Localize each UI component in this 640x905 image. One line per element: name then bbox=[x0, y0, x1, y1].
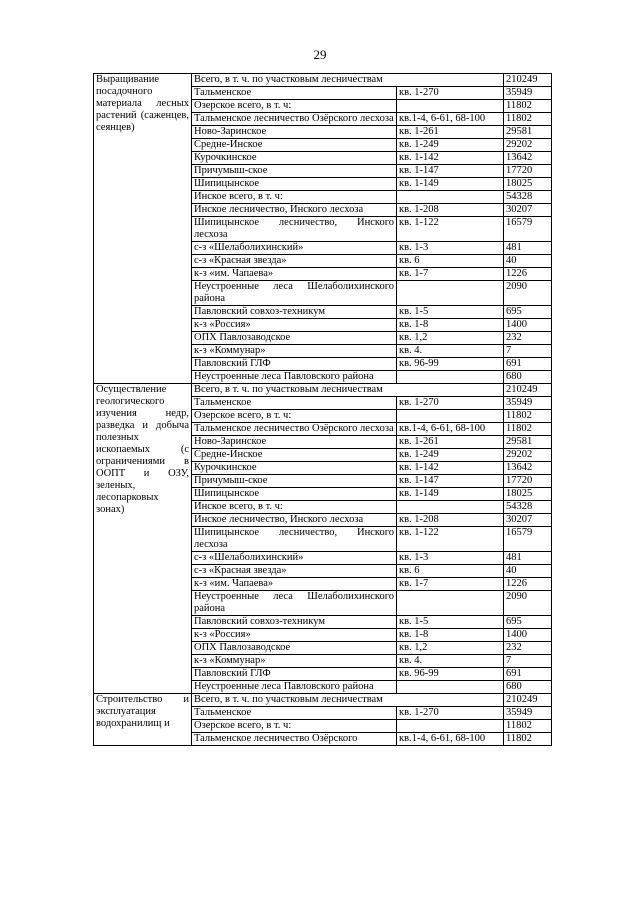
quarters bbox=[397, 501, 504, 514]
forestry-name: Павловский ГЛФ bbox=[192, 358, 397, 371]
area-value: 11802 bbox=[504, 720, 552, 733]
total-value: 210249 bbox=[504, 74, 552, 87]
area-value: 11802 bbox=[504, 410, 552, 423]
quarters: кв. 4. bbox=[397, 655, 504, 668]
forestry-name: Неустроенные леса Павловского района bbox=[192, 371, 397, 384]
area-value: 35949 bbox=[504, 397, 552, 410]
quarters: кв. 1-122 bbox=[397, 217, 504, 242]
quarters bbox=[397, 371, 504, 384]
area-value: 29581 bbox=[504, 126, 552, 139]
quarters: кв. 1-208 bbox=[397, 204, 504, 217]
quarters: кв. 1-3 bbox=[397, 242, 504, 255]
quarters: кв. 1,2 bbox=[397, 642, 504, 655]
area-value: 54328 bbox=[504, 191, 552, 204]
quarters: кв. 1-8 bbox=[397, 629, 504, 642]
area-value: 29202 bbox=[504, 139, 552, 152]
forestry-name: Причумыш-ское bbox=[192, 165, 397, 178]
area-value: 11802 bbox=[504, 113, 552, 126]
area-value: 695 bbox=[504, 306, 552, 319]
area-value: 13642 bbox=[504, 152, 552, 165]
area-value: 232 bbox=[504, 332, 552, 345]
quarters: кв. 1-7 bbox=[397, 578, 504, 591]
area-value: 40 bbox=[504, 565, 552, 578]
quarters: кв. 1-149 bbox=[397, 178, 504, 191]
forestry-name: ОПХ Павлозаводское bbox=[192, 332, 397, 345]
quarters bbox=[397, 720, 504, 733]
forestry-name: к-з «им. Чапаева» bbox=[192, 268, 397, 281]
quarters bbox=[397, 100, 504, 113]
forestry-name: с-з «Красная звезда» bbox=[192, 255, 397, 268]
area-value: 30207 bbox=[504, 204, 552, 217]
area-value: 2090 bbox=[504, 591, 552, 616]
quarters: кв. 1-122 bbox=[397, 527, 504, 552]
forestry-name: к-з «им. Чапаева» bbox=[192, 578, 397, 591]
page-number: 29 bbox=[313, 47, 327, 62]
forestry-name: Тальменское лесничество Озёрского лесхоза bbox=[192, 423, 397, 436]
area-value: 481 bbox=[504, 552, 552, 565]
quarters: кв. 1-5 bbox=[397, 616, 504, 629]
quarters: кв. 1-208 bbox=[397, 514, 504, 527]
total-value: 210249 bbox=[504, 694, 552, 707]
quarters: кв. 1-5 bbox=[397, 306, 504, 319]
quarters: кв. 1-270 bbox=[397, 87, 504, 100]
quarters: кв. 1-142 bbox=[397, 462, 504, 475]
quarters bbox=[397, 410, 504, 423]
area-value: 232 bbox=[504, 642, 552, 655]
quarters: кв. 96-99 bbox=[397, 668, 504, 681]
quarters: кв. 4. bbox=[397, 345, 504, 358]
forestry-name: Шипицынское bbox=[192, 178, 397, 191]
forestry-name: Озерское всего, в т. ч: bbox=[192, 410, 397, 423]
forestry-name: Тальменское лесничество Озёрского лесхоза bbox=[192, 113, 397, 126]
area-value: 2090 bbox=[504, 281, 552, 306]
area-value: 17720 bbox=[504, 165, 552, 178]
area-value: 35949 bbox=[504, 87, 552, 100]
forestry-name: Павловский совхоз-техникум bbox=[192, 306, 397, 319]
area-value: 481 bbox=[504, 242, 552, 255]
quarters: кв. 1-270 bbox=[397, 397, 504, 410]
forestry-name: к-з «Коммунар» bbox=[192, 655, 397, 668]
forestry-name: ОПХ Павлозаводское bbox=[192, 642, 397, 655]
forestry-name: Причумыш-ское bbox=[192, 475, 397, 488]
area-value: 35949 bbox=[504, 707, 552, 720]
area-value: 13642 bbox=[504, 462, 552, 475]
forestry-name: Средне-Инское bbox=[192, 449, 397, 462]
forestry-name: Шипицынское лесничество, Инского лесхоза bbox=[192, 217, 397, 242]
section-total-row bbox=[94, 694, 552, 707]
forestry-name: Ново-Заринское bbox=[192, 126, 397, 139]
area-value: 18025 bbox=[504, 488, 552, 501]
quarters: кв. 1-7 bbox=[397, 268, 504, 281]
forestry-name: Тальменское bbox=[192, 397, 397, 410]
area-value: 29581 bbox=[504, 436, 552, 449]
area-value: 691 bbox=[504, 358, 552, 371]
quarters: кв. 1-149 bbox=[397, 488, 504, 501]
quarters: кв. 6 bbox=[397, 255, 504, 268]
forestry-name: Инское всего, в т. ч: bbox=[192, 501, 397, 514]
quarters bbox=[397, 191, 504, 204]
forestry-name: Павловский ГЛФ bbox=[192, 668, 397, 681]
area-value: 680 bbox=[504, 371, 552, 384]
area-value: 16579 bbox=[504, 527, 552, 552]
forestry-name: Неустроенные леса Павловского района bbox=[192, 681, 397, 694]
forestry-name: Инское всего, в т. ч: bbox=[192, 191, 397, 204]
forestry-name: Неустроенные леса Шелаболихинского района bbox=[192, 281, 397, 306]
quarters bbox=[397, 591, 504, 616]
forestry-name: с-з «Красная звезда» bbox=[192, 565, 397, 578]
activity-cell: Выращивание посадочного материала лесных растений (саженцев, сеянцев) bbox=[94, 74, 192, 384]
forestry-name: Тальменское bbox=[192, 707, 397, 720]
area-value: 18025 bbox=[504, 178, 552, 191]
area-value: 7 bbox=[504, 345, 552, 358]
section-total-row bbox=[94, 384, 552, 397]
area-value: 1400 bbox=[504, 629, 552, 642]
area-value: 1226 bbox=[504, 578, 552, 591]
area-value: 11802 bbox=[504, 100, 552, 113]
total-label: Всего, в т. ч. по участковым лесничествам bbox=[192, 74, 504, 87]
quarters: кв.1-4, 6-61, 68-100 bbox=[397, 733, 504, 746]
area-value: 1226 bbox=[504, 268, 552, 281]
quarters: кв. 1-142 bbox=[397, 152, 504, 165]
forestry-name: Средне-Инское bbox=[192, 139, 397, 152]
quarters: кв. 1-261 bbox=[397, 126, 504, 139]
forestry-name: к-з «Коммунар» bbox=[192, 345, 397, 358]
forestry-name: Курочкинское bbox=[192, 152, 397, 165]
total-label: Всего, в т. ч. по участковым лесничествам bbox=[192, 384, 504, 397]
forestry-name: Инское лесничество, Инского лесхоза bbox=[192, 204, 397, 217]
activity-cell: Строительство и эксплуатация водохранилищ и bbox=[94, 694, 192, 746]
forestry-name: Инское лесничество, Инского лесхоза bbox=[192, 514, 397, 527]
area-value: 11802 bbox=[504, 733, 552, 746]
area-value: 17720 bbox=[504, 475, 552, 488]
area-value: 7 bbox=[504, 655, 552, 668]
quarters: кв. 1-3 bbox=[397, 552, 504, 565]
forestry-name: Шипицынское bbox=[192, 488, 397, 501]
quarters: кв. 6 bbox=[397, 565, 504, 578]
area-value: 691 bbox=[504, 668, 552, 681]
area-value: 1400 bbox=[504, 319, 552, 332]
quarters: кв.1-4, 6-61, 68-100 bbox=[397, 423, 504, 436]
quarters: кв. 1-249 bbox=[397, 139, 504, 152]
quarters: кв. 96-99 bbox=[397, 358, 504, 371]
area-value: 680 bbox=[504, 681, 552, 694]
section-total-row bbox=[94, 74, 552, 87]
forestry-name: Тальменское bbox=[192, 87, 397, 100]
forestry-name: к-з «Россия» bbox=[192, 629, 397, 642]
quarters: кв. 1-8 bbox=[397, 319, 504, 332]
forestry-name: с-з «Шелаболихинский» bbox=[192, 552, 397, 565]
forestry-name: с-з «Шелаболихинский» bbox=[192, 242, 397, 255]
area-value: 695 bbox=[504, 616, 552, 629]
forestry-table bbox=[93, 73, 552, 746]
quarters bbox=[397, 681, 504, 694]
forestry-name: к-з «Россия» bbox=[192, 319, 397, 332]
total-label: Всего, в т. ч. по участковым лесничествам bbox=[192, 694, 504, 707]
quarters: кв. 1-270 bbox=[397, 707, 504, 720]
quarters bbox=[397, 281, 504, 306]
quarters: кв. 1,2 bbox=[397, 332, 504, 345]
forestry-name: Курочкинское bbox=[192, 462, 397, 475]
total-value: 210249 bbox=[504, 384, 552, 397]
quarters: кв. 1-147 bbox=[397, 475, 504, 488]
area-value: 16579 bbox=[504, 217, 552, 242]
area-value: 30207 bbox=[504, 514, 552, 527]
activity-cell: Осуществление геологического изучения недр, разведка и добыча полезных ископаемых (с ограничениями в ООПТ и ОЗУ, зеленых, лесопарковых зонах) bbox=[94, 384, 192, 694]
quarters: кв. 1-147 bbox=[397, 165, 504, 178]
forestry-name: Шипицынское лесничество, Инского лесхоза bbox=[192, 527, 397, 552]
area-value: 11802 bbox=[504, 423, 552, 436]
forestry-name: Неустроенные леса Шелаболихинского района bbox=[192, 591, 397, 616]
quarters: кв. 1-249 bbox=[397, 449, 504, 462]
quarters: кв. 1-261 bbox=[397, 436, 504, 449]
forestry-name: Павловский совхоз-техникум bbox=[192, 616, 397, 629]
forestry-name: Озерское всего, в т. ч: bbox=[192, 100, 397, 113]
area-value: 40 bbox=[504, 255, 552, 268]
forestry-name: Ново-Заринское bbox=[192, 436, 397, 449]
forestry-name: Тальменское лесничество Озёрского bbox=[192, 733, 397, 746]
forestry-name: Озерское всего, в т. ч: bbox=[192, 720, 397, 733]
quarters: кв.1-4, 6-61, 68-100 bbox=[397, 113, 504, 126]
area-value: 54328 bbox=[504, 501, 552, 514]
area-value: 29202 bbox=[504, 449, 552, 462]
